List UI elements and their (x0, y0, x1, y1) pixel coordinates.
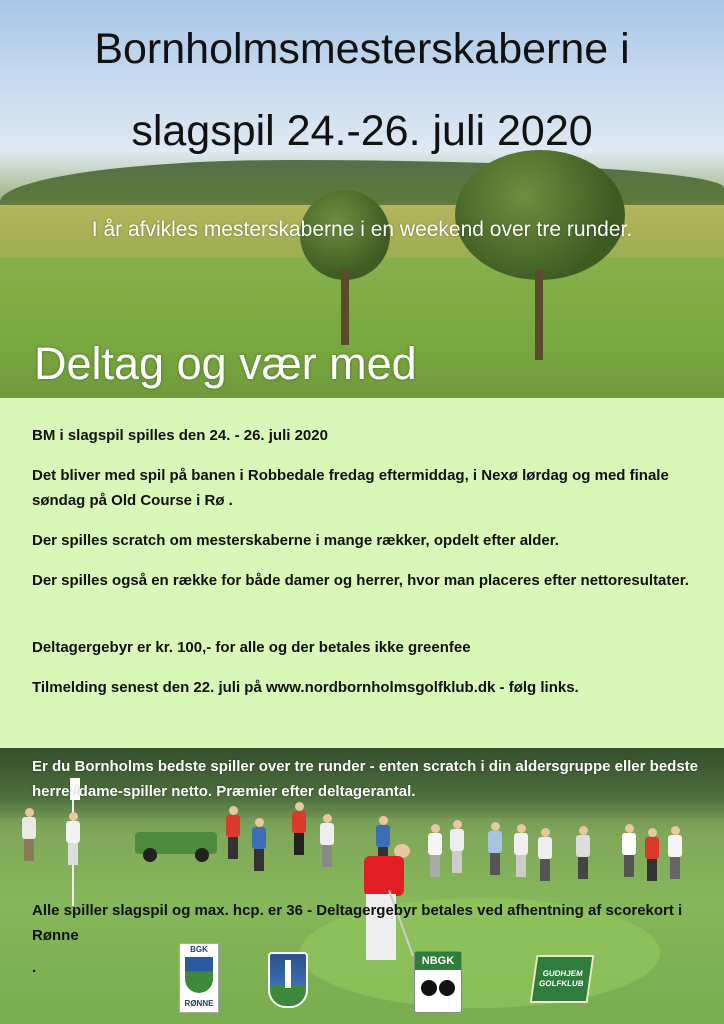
spectator (428, 824, 442, 877)
page-subtitle: I år afvikles mesterskaberne i en weekend over tre runder. (91, 218, 633, 241)
bgk-ronne-logo (179, 943, 219, 1013)
info-registration: Tilmelding senest den 22. juli på www.nordbornholmsgolfklub.dk - følg links. (32, 679, 579, 696)
spectator (226, 806, 240, 859)
spectator (488, 822, 502, 875)
gudhjem-logo-text1: GUDHJEM (542, 969, 584, 978)
bgk-logo-city: RØNNE (184, 999, 214, 1008)
golf-cart (135, 820, 217, 862)
hero-photo (0, 0, 724, 398)
tree-right (455, 150, 625, 360)
spectator (622, 824, 636, 877)
info-scratch: Der spilles scratch om mesterskaberne i mange rækker, opdelt efter alder. (32, 532, 559, 549)
lighthouse-club-logo (268, 952, 308, 1008)
nbgk-logo (414, 951, 462, 1013)
bottom-intro: Er du Bornholms bedste spiller over tre runder - enten scratch i din aldersgruppe eller bedste herre-/dame-spiller netto. Præmier efter deltagerantal. (32, 758, 698, 800)
spectator (668, 826, 682, 879)
info-fee: Deltagergebyr er kr. 100,- for alle og der betales ikke greenfee (32, 639, 471, 656)
spectator (538, 828, 552, 881)
gudhjem-golfklub-logo (530, 955, 595, 1003)
call-to-action: Deltag og vær med (34, 338, 417, 389)
bottom-dot: . (32, 959, 37, 976)
spectator (320, 814, 334, 867)
info-courses: Det bliver med spil på banen i Robbedale fredag eftermiddag, i Nexø lørdag og med finale søndag på Old Course i Rø . (32, 467, 669, 509)
gudhjem-logo-text2: GOLFKLUB (538, 979, 585, 988)
info-net: Der spilles også en række for både damer og herrer, hvor man placeres efter nettoresultater. (32, 572, 689, 589)
info-dates: BM i slagspil spilles den 24. - 26. juli 2020 (32, 427, 328, 444)
nbgk-logo-text: NBGK (415, 952, 461, 970)
spectator (514, 824, 528, 877)
spectator (66, 812, 80, 865)
info-box (0, 398, 724, 748)
spectator (252, 818, 266, 871)
spectator (645, 828, 659, 881)
tree-left (300, 190, 390, 350)
bottom-rules: Alle spiller slagspil og max. hcp. er 36 - Deltagergebyr betales ved afhentning af scorekort i Rønne (32, 902, 683, 944)
spectator (22, 808, 36, 861)
bottom-photo (0, 748, 724, 1024)
page-title-line1: Bornholmsmesterskaberne i (94, 25, 630, 73)
page-title-line2: slagspil 24.-26. juli 2020 (131, 107, 593, 155)
spectator (292, 802, 306, 855)
spectator (576, 826, 590, 879)
spectator (450, 820, 464, 873)
bgk-logo-text: BGK (190, 945, 208, 954)
